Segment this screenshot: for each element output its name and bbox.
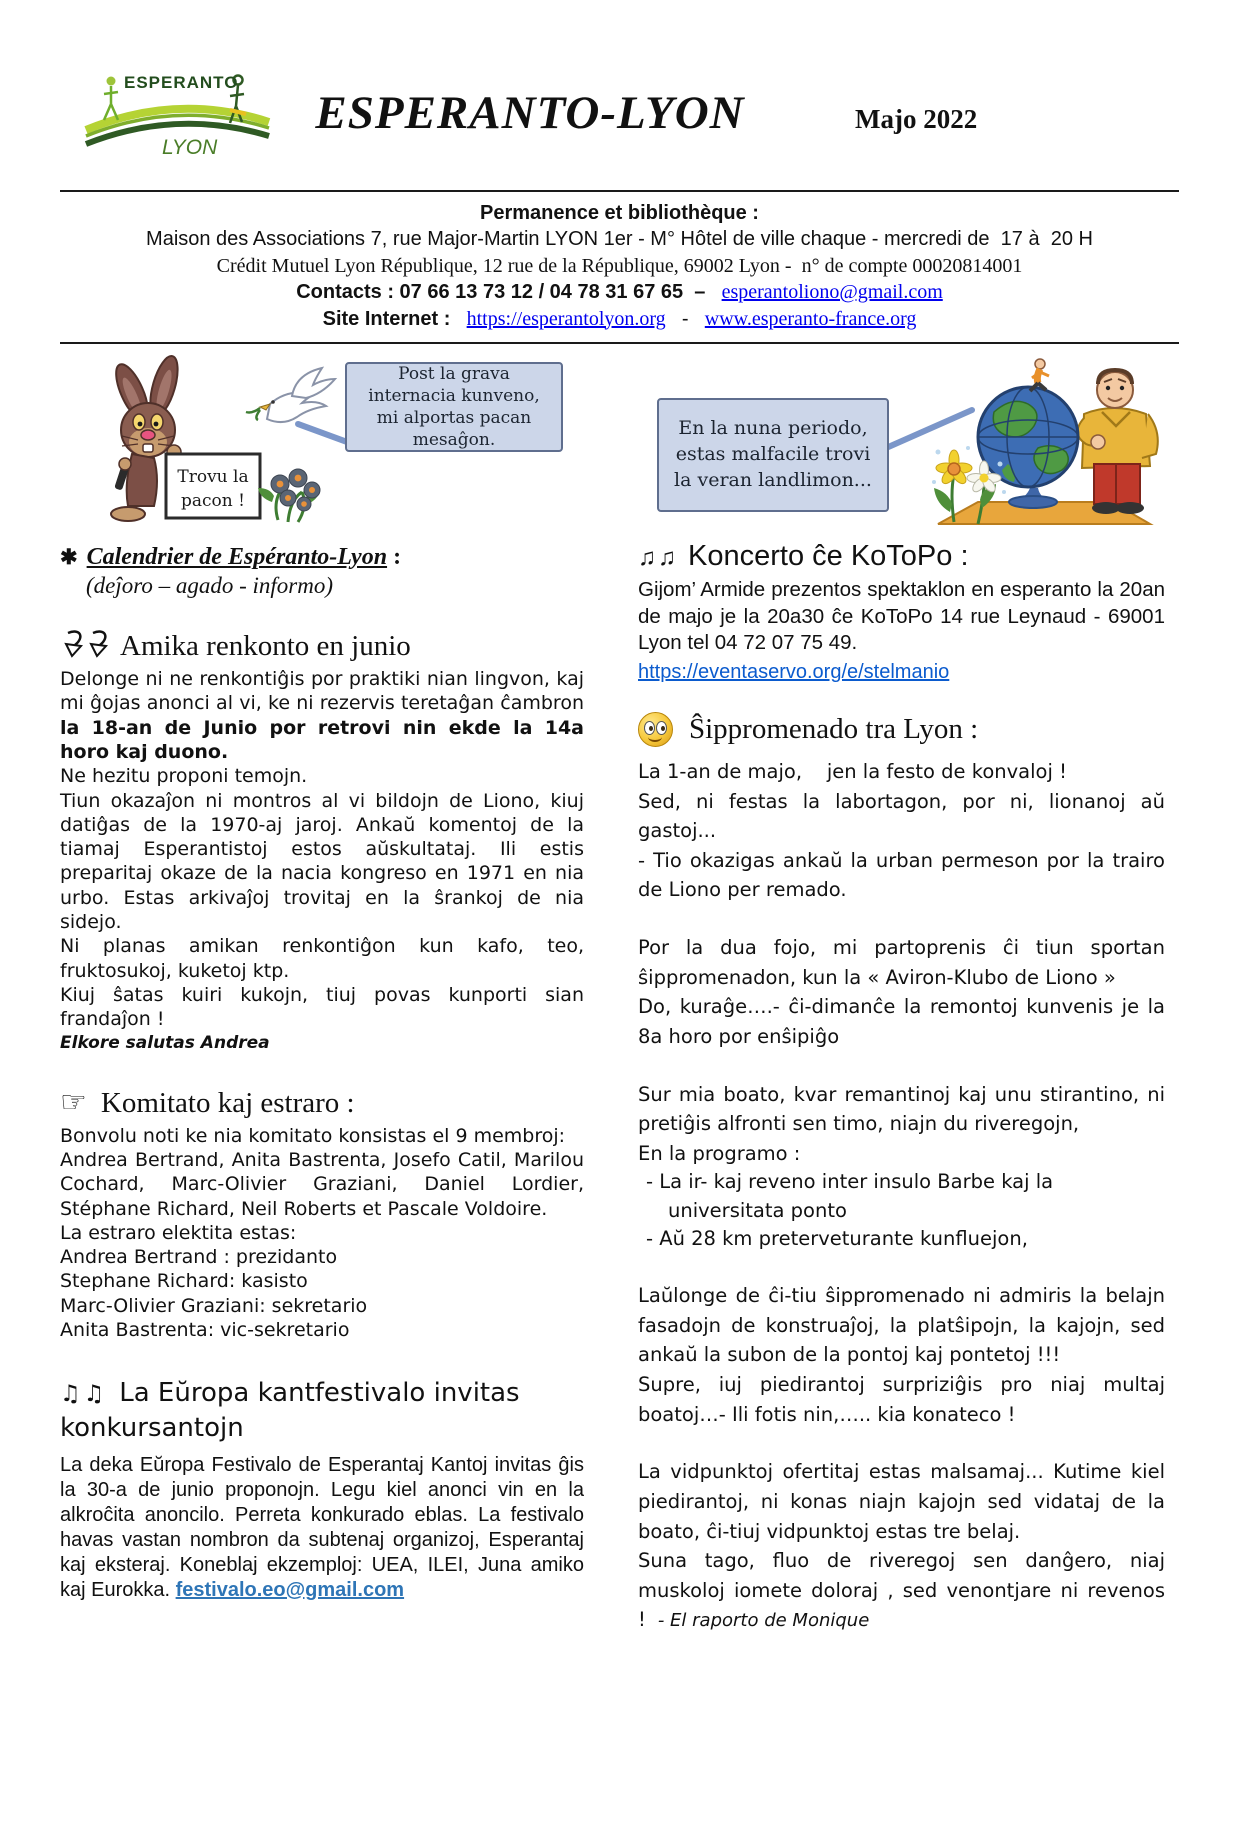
pointing-hand-icon: ☞: [60, 1085, 87, 1119]
issue-date: Majo 2022: [855, 104, 978, 134]
ship-program-label: En la programo :: [638, 1141, 801, 1165]
email-link[interactable]: esperantoliono@gmail.com: [721, 281, 943, 304]
globe-man-illustration: [916, 352, 1172, 528]
sign-text-line2: pacon !: [181, 490, 245, 511]
contacts-label: Contacts : 07 66 13 73 12 / 04 78 31 67 65 –: [296, 281, 706, 304]
logo-text-lyon: LYON: [162, 136, 218, 159]
masthead: [60, 70, 1179, 190]
contact-heading: Permanence et bibliothèque :: [480, 202, 759, 224]
flower-bouquet: [258, 469, 320, 522]
amika-signature: Elkore salutas Andrea: [60, 1032, 270, 1053]
calendar-heading-colon: :: [387, 543, 402, 570]
ship-line-6: Sur mia boato, kvar remantinoj kaj unu stirantino, ni pretiĝis alfronti sen timo, niajn du riveregojn,: [638, 1082, 1165, 1136]
contact-block: [60, 192, 1179, 342]
section-komitato-title: Komitato kaj estraro :: [100, 1086, 355, 1119]
walking-figure: [1030, 359, 1049, 391]
asterisk-icon: ✱: [60, 544, 78, 569]
section-koncerto-heading: [638, 540, 1165, 573]
smiley-icon: [638, 712, 673, 747]
man-illustration: [1077, 370, 1157, 514]
contact-phones-line: [60, 279, 1179, 305]
section-amika-heading: [60, 629, 584, 663]
ship-line-10: La vidpunktoj ofertitaj estas malsamaj... Kutime kiel piedirantoj, ni konas niajn kajojn sed vidataj de la boato, ĉi-tiuj vidpunktoj estas tre belaj.: [638, 1460, 1165, 1543]
amika-p1-normal: Delonge ni ne renkontiĝis por praktiki nian lingvon, kaj mi ĝojas anonci al vi, ke ni rezervis teretaĝan ĉambron: [60, 667, 584, 715]
amika-paragraph-3: Tiun okazaĵon ni montros al vi bildojn de Liono, kiuj datiĝas de la 1970-aj jaroj. Ankaŭ komentoj de la tiamaj Esperantistoj estos aŭskultataj. Ili estis preparitaj okaze de la nacia kongreso en 1971 en nia urbo. Estas arkivaĵoj trovitaj en la ŝrankoj de nia sidejo.: [60, 789, 584, 934]
speech-bubble-globe: [657, 398, 889, 512]
section-amika-title: Amika renkonto en junio: [120, 629, 411, 662]
section-komitato-heading: [60, 1085, 584, 1120]
left-column: [60, 540, 584, 1635]
komitato-members: Andrea Bertrand, Anita Bastrenta, Josefo Catil, Marilou Cochard, Marc-Olivier Graziani, Daniel Lordier, Stéphane Richard, Neil Roberts et Pascale Voldoire.: [60, 1148, 584, 1220]
board-president: Andrea Bertrand : prezidanto: [60, 1246, 338, 1269]
ship-line-8: Laŭlonge de ĉi-tiu ŝippromenado ni admiris la belajn fasadojn de konstruaĵoj, la platŝipojn, la kajojn, sed ankaŭ la subon de la pontoj kaj pontetoj !!!: [638, 1284, 1165, 1367]
newsletter-page: [0, 70, 1239, 1824]
board-treasurer: Stephane Richard: kasisto: [60, 1270, 308, 1293]
monique-signature: - El raporto de Monique: [657, 1610, 870, 1632]
calendar-heading-text: Calendrier de Espéranto-Lyon: [86, 543, 388, 570]
board-secretary: Marc-Olivier Graziani: sekretario: [60, 1294, 368, 1317]
logo-stick-figure-left: [104, 77, 118, 121]
ship-line-2: Sed, ni festas la labortagon, por ni, lionanoj aŭ gastoj...: [638, 789, 1165, 843]
ship-line-3: - Tio okazigas ankaŭ la urban permeson por la trairo de Liono per remado.: [638, 848, 1165, 902]
board-vice-secretary: Anita Bastrenta: vic-sekretario: [60, 1319, 350, 1342]
ship-line-4: Por la dua fojo, mi partoprenis ĉi tiun sportan ŝippromenadon, kun la « Aviron-Klubo de Liono »: [638, 936, 1165, 989]
section-sippromenado-title: Ŝippromenado tra Lyon :: [689, 712, 979, 745]
koncerto-paragraph: Gijom’ Armide prezentos spektaklon en esperanto la 20an de majo je la 20a30 ĉe KoToPo 14 rue Leynaud - 69001 Lyon tel 04 72 07 75 49.: [638, 577, 1165, 655]
speech-bubble-dove-text: Post la grava internacia kunveno, mi alportas pacan mesaĝon.: [368, 363, 540, 451]
amika-p1-bold-date: la 18-an de Junio por retrovi nin ekde la 14a horo kaj duono.: [60, 716, 584, 763]
speech-bubble-dove: [345, 362, 563, 452]
dove-icon: [246, 368, 335, 422]
peace-sign: [166, 454, 260, 518]
amika-paragraph-1: [60, 667, 584, 764]
site-link-2[interactable]: www.esperanto-france.org: [704, 307, 917, 330]
contact-bank-line: Crédit Mutuel Lyon République, 12 rue de la République, 69002 Lyon - n° de compte 00020814001: [216, 254, 1023, 277]
logo-text-esperanto: ESPERANTO: [124, 73, 239, 92]
cartoon-strip: [60, 352, 1179, 528]
ship-line-9: Supre, iuj piedirantoj surpriziĝis pro niaj multaj boatoj…- Ili fotis nin,….. kia konateco !: [638, 1373, 1165, 1426]
site-separator: [671, 308, 682, 330]
komitato-intro: Bonvolu noti ke nia komitato konsistas el 9 membroj:: [60, 1124, 566, 1147]
komitato-board-intro: La estraro elektita estas:: [60, 1221, 297, 1244]
eventaservo-link[interactable]: https://eventaservo.org/e/stelmanio: [638, 660, 950, 683]
esperanto-lyon-logo: [80, 66, 275, 162]
site-dash: -: [681, 307, 689, 330]
section-festival-title: La Eŭropa kantfestivalo invitas konkursantojn: [60, 1378, 520, 1444]
content-columns: [60, 540, 1179, 1635]
right-column: [638, 540, 1165, 1635]
section-sippromenado-heading: [638, 712, 1165, 747]
contact-address-line: Maison des Associations 7, rue Major-Martin LYON 1er - M° Hôtel de ville chaque - mercredi de 17 à 20 H: [146, 228, 1093, 251]
ship-program-item-1: - La ir- kaj reveno inter insulo Barbe kaj la universitata ponto: [646, 1170, 1054, 1222]
site-link-1[interactable]: https://esperantolyon.org: [466, 307, 666, 330]
festival-text: La deka Eŭropa Festivalo de Esperantaj Kantoj invitas ĝis la 30-a de junio proponojn. Legu kiel anonci vin en la alkroĉita anoncilo. Perreta konkurado eblas. La festivalo havas vastan nombron da subtenaj organizoj, Esperantaj kaj eksteraj. Koneblaj ekzemploj: UEA, ILEI, Juna amiko kaj Eurokka.: [60, 1453, 584, 1601]
contact-site-line: [60, 306, 1179, 332]
contact-divider: [60, 342, 1179, 344]
site-label: Site Internet :: [322, 307, 451, 330]
page-title: ESPERANTO-LYON: [315, 87, 745, 139]
music-notes-icon-2: ♫♫: [638, 543, 678, 571]
section-koncerto-title: Koncerto ĉe KoToPo :: [688, 539, 969, 572]
ship-line-5: Do, kuraĝe….- ĉi-dimanĉe la remontoj kunvenis je la 8a horo por enŝipiĝo: [638, 995, 1165, 1048]
amika-paragraph-4: Ni planas amikan renkontiĝon kun kafo, teo, fruktosukoj, kuketoj ktp.: [60, 935, 584, 982]
rabbit-dove-illustration: [102, 352, 374, 528]
amika-paragraph-5: Kiuj ŝatas kuiri kukojn, tiuj povas kunporti sian frandaĵon !: [60, 984, 584, 1031]
amika-paragraph-2: Ne hezitu proponi temojn.: [60, 765, 308, 788]
festival-email-link[interactable]: festivalo.eo@gmail.com: [175, 1578, 405, 1601]
music-notes-icon: ♫♫: [60, 1381, 108, 1408]
speech-bubble-globe-text: En la nuna periodo, estas malfacile trovi la veran landlimon...: [674, 417, 872, 491]
section-festival-heading: [60, 1376, 584, 1446]
ship-line-1: La 1-an de majo, jen la festo de konvaloj !: [638, 759, 1067, 783]
calendar-heading: [60, 544, 584, 571]
ship-line-11-text: Suna tago, fluo de riveregoj sen danĝero, niaj muskoloj iomete doloraj , sed venontjare ni revenos !: [638, 1549, 1165, 1632]
ship-line-11: [638, 1546, 1165, 1635]
sign-text-line1: Trovu la: [177, 466, 249, 487]
curl-arrow-icons: [60, 629, 112, 659]
ship-program-item-2: - Aŭ 28 km preterveturante kunfluejon,: [646, 1226, 1028, 1250]
calendar-subtitle: (deĵoro – agado - informo): [86, 572, 334, 598]
festival-paragraph: [60, 1453, 584, 1603]
